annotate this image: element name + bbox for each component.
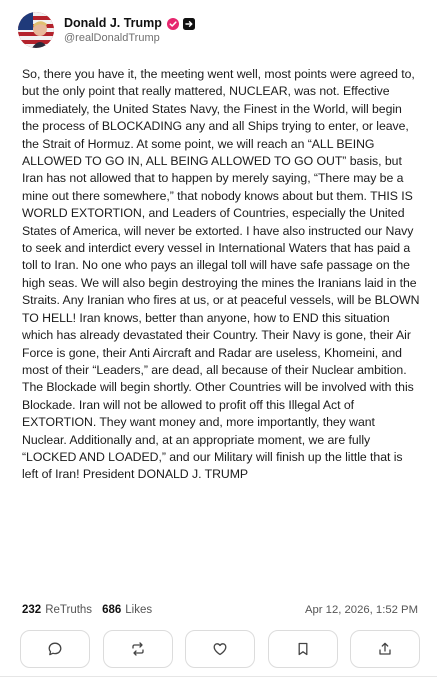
share-upload-icon (377, 641, 393, 657)
avatar-image (18, 12, 54, 48)
author-display-name[interactable]: Donald J. Trump (64, 16, 162, 30)
post-header (18, 12, 195, 48)
avatar[interactable] (18, 12, 54, 48)
share-button[interactable] (350, 630, 420, 668)
comment-bubble-icon (47, 641, 63, 657)
action-bar (20, 627, 420, 671)
likes-stat[interactable] (102, 604, 152, 616)
follow-arrow-icon[interactable] (183, 17, 195, 29)
name-line (64, 16, 195, 30)
retruths-label: ReTruths (45, 604, 93, 616)
retruths-stat[interactable] (22, 604, 92, 616)
retruth-button[interactable] (103, 630, 173, 668)
bookmark-icon (295, 641, 311, 657)
bottom-divider (0, 676, 437, 677)
likes-count: 686 (102, 604, 122, 616)
author-handle[interactable]: @realDonaldTrump (64, 32, 160, 44)
likes-label: Likes (125, 604, 153, 616)
heart-icon (212, 641, 228, 657)
post-timestamp[interactable]: Apr 12, 2026, 1:52 PM (304, 604, 418, 616)
retruths-count: 232 (22, 604, 42, 616)
repost-arrows-icon (130, 641, 146, 657)
verified-badge-icon (167, 17, 179, 29)
bookmark-button[interactable] (268, 630, 338, 668)
reply-button[interactable] (20, 630, 90, 668)
post-body-text: So, there you have it, the meeting went well, most points were agreed to, but the only point that really mattered, NUCLEAR, was not. Effective immediately, the United States Navy, the Finest in the World, will begin the process of BLOCKADING any and all Ships trying to enter, or leave, the Strait of Hormuz. At some point, we will reach an “ALL BEING ALLOWED TO GO IN, ALL BEING ALLOWED TO GO OUT” basis, but Iran has not allowed that to happen by merely saying, “There may be a mine out there somewhere,” that nobody knows about but them. THIS IS WORLD EXTORTION, and Leaders of Countries, especially the United States of America, will never be extorted. I have also instructed our Navy to seek and interdict every vessel in International Waters that has paid a toll to Iran. No one who pays an illegal toll will have safe passage on the high seas. We will also begin destroying the mines the Iranians laid in the Straits. Any Iranian who fires at us, or at peaceful vessels, will be BLOWN TO HELL! Iran knows, better than anyone, how to END this situation which has already devastated their Country. Their Navy is gone, their Air Force is gone, their Anti Aircraft and Radar are useless, Khomeini, and most of their “Leaders,” are dead, all because of their Nuclear ambition. The Blockade will begin shortly. Other Countries will be involved with this Blockade. Iran will not be allowed to profit off this Illegal Act of EXTORTION. They want money and, more importantly, they want Nuclear. Additionally and, at an appropriate moment, we are fully “LOCKED AND LOADED,” and our Military will finish up the little that is left of Iran! President DONALD J. TRUMP (22, 67, 420, 482)
like-button[interactable] (185, 630, 255, 668)
post-stats (22, 604, 418, 616)
author-block (64, 16, 195, 44)
